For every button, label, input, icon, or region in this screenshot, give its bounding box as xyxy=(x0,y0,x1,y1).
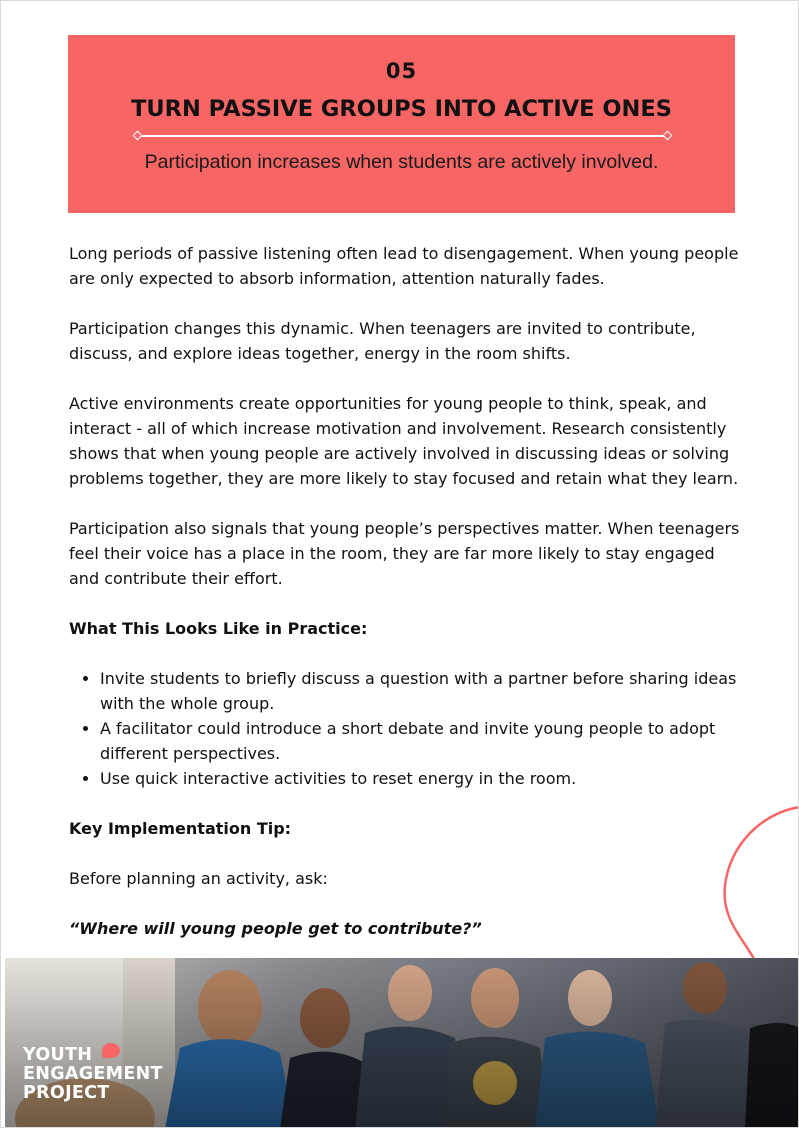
header-divider xyxy=(137,135,668,137)
tip-intro: Before planning an activity, ask: xyxy=(69,869,328,888)
practice-heading: What This Looks Like in Practice: xyxy=(69,619,368,638)
divider-right-diamond-icon xyxy=(663,131,673,141)
section-title: TURN PASSIVE GROUPS INTO ACTIVE ONES xyxy=(131,96,672,122)
section-header xyxy=(68,35,735,213)
logo-line-2: ENGAGEMENT xyxy=(23,1064,163,1084)
youth-engagement-project-logo xyxy=(23,1046,163,1103)
divider-left-diamond-icon xyxy=(133,131,143,141)
body-content xyxy=(69,241,741,1016)
practice-item-3: • Use quick interactive activities to reset energy in the room. xyxy=(100,766,741,791)
tip-quote: “Where will young people get to contribute?” xyxy=(69,919,482,938)
tip-heading: Key Implementation Tip: xyxy=(69,819,292,838)
practice-item-1: • Invite students to briefly discuss a question with a partner before sharing ideas with the whole group. xyxy=(100,666,741,716)
practice-list xyxy=(69,666,741,791)
body-paragraph-4: Participation also signals that young people’s perspectives matter. When teenagers feel their voice has a place in the room, they are far more likely to stay engaged and contribute their effort. xyxy=(69,519,740,588)
speech-bubble-icon xyxy=(102,1043,120,1058)
section-subtitle: Participation increases when students are actively involved. xyxy=(144,151,659,173)
body-paragraph-3: Active environments create opportunities for young people to think, speak, and interact - all of which increase motivation and involvement. Research consistently shows that when young people are actively involved in discussing ideas or solving problems together, they are more likely to stay focused and retain what they learn. xyxy=(69,394,739,488)
body-paragraph-1: Long periods of passive listening often lead to disengagement. When young people are only expected to absorb information, attention naturally fades. xyxy=(69,244,739,288)
section-number: 05 xyxy=(385,59,418,83)
practice-item-2: • A facilitator could introduce a short debate and invite young people to adopt different perspectives. xyxy=(100,716,741,766)
logo-line-3: PROJECT xyxy=(23,1083,110,1103)
body-paragraph-2: Participation changes this dynamic. When teenagers are invited to contribute, discuss, and explore ideas together, energy in the room shifts. xyxy=(69,319,696,363)
logo-line-1: YOUTH xyxy=(23,1045,93,1065)
